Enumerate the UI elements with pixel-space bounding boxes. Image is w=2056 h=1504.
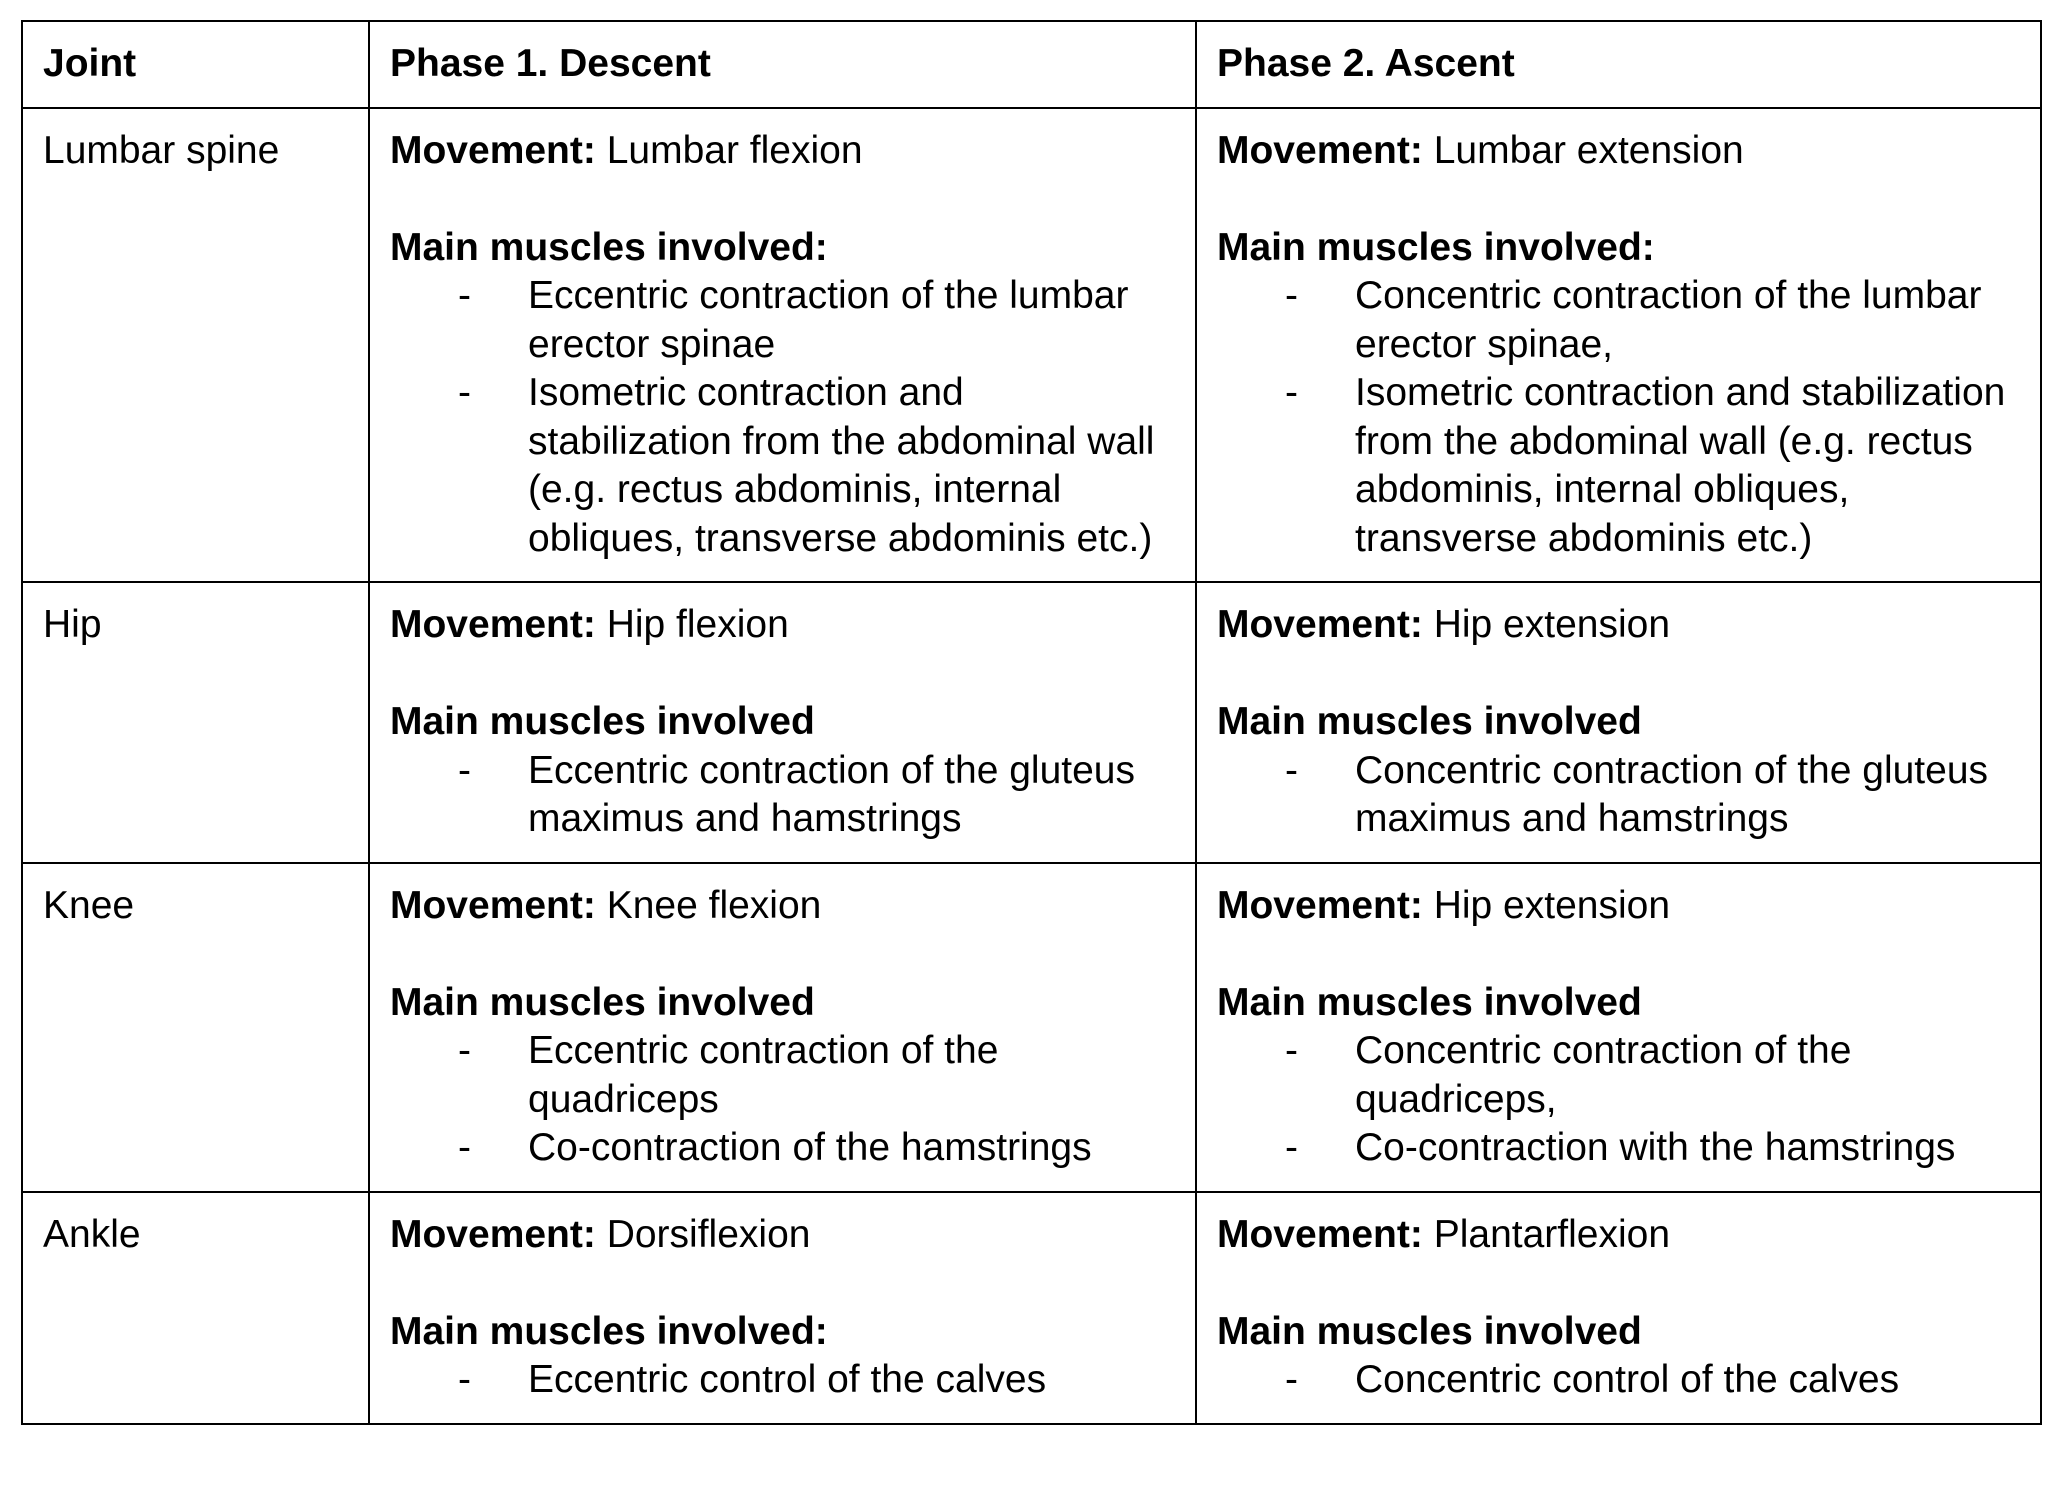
movement-line bbox=[390, 882, 1175, 931]
muscle-text: Isometric contraction and stabilization from the abdominal wall (e.g. rectus abdominis, internal obliques, transverse abdominis etc.) bbox=[528, 371, 1155, 560]
movement-line bbox=[390, 601, 1175, 650]
movement-line bbox=[1217, 601, 2020, 650]
phase-cell-phase1 bbox=[369, 1192, 1196, 1424]
muscle-item bbox=[390, 1027, 1175, 1124]
muscles-label: Main muscles involved bbox=[390, 980, 815, 1024]
phase-cell-phase1 bbox=[369, 108, 1196, 583]
muscles-list bbox=[1217, 747, 2020, 844]
movement-line bbox=[390, 1211, 1175, 1260]
phase-cell-phase2 bbox=[1196, 863, 2041, 1192]
muscles-list bbox=[390, 1027, 1175, 1173]
muscles-list bbox=[1217, 1356, 2020, 1405]
movement-label: Movement: bbox=[390, 1212, 596, 1256]
dash-bullet: - bbox=[1285, 274, 1298, 317]
movement-value: Hip extension bbox=[1433, 883, 1671, 927]
muscle-text: Eccentric contraction of the quadriceps bbox=[528, 1029, 999, 1121]
spacer bbox=[390, 650, 1175, 699]
muscle-text: Eccentric contraction of the gluteus maximus and hamstrings bbox=[528, 748, 1135, 840]
muscle-text: Concentric contraction of the gluteus maximus and hamstrings bbox=[1355, 748, 1989, 840]
muscle-item bbox=[1217, 369, 2020, 563]
table-row bbox=[22, 582, 2041, 863]
movement-value: Knee flexion bbox=[606, 883, 822, 927]
spacer bbox=[1217, 650, 2020, 699]
muscle-text: Concentric contraction of the lumbar erector spinae, bbox=[1355, 274, 1982, 366]
muscle-item bbox=[390, 369, 1175, 563]
muscles-label: Main muscles involved: bbox=[390, 225, 828, 269]
spacer bbox=[1217, 1259, 2020, 1308]
muscles-label: Main muscles involved bbox=[1217, 1309, 1642, 1353]
phase-cell-phase1 bbox=[369, 582, 1196, 863]
movement-value: Lumbar flexion bbox=[606, 128, 863, 172]
header-row bbox=[22, 21, 2041, 108]
table-row bbox=[22, 863, 2041, 1192]
muscle-text: Concentric contraction of the quadriceps, bbox=[1355, 1029, 1852, 1121]
muscles-list bbox=[1217, 1027, 2020, 1173]
movement-label: Movement: bbox=[1217, 1212, 1423, 1256]
movement-line bbox=[390, 127, 1175, 176]
phase-cell-phase2 bbox=[1196, 1192, 2041, 1424]
muscles-label: Main muscles involved: bbox=[1217, 225, 1655, 269]
muscles-list bbox=[1217, 272, 2020, 563]
movement-label: Movement: bbox=[390, 128, 596, 172]
movement-value: Hip extension bbox=[1433, 603, 1671, 646]
muscle-item bbox=[390, 1124, 1175, 1173]
muscle-item bbox=[390, 747, 1175, 844]
muscle-text: Eccentric control of the calves bbox=[528, 1358, 1047, 1401]
dash-bullet: - bbox=[458, 748, 471, 792]
movement-line bbox=[1217, 882, 2020, 931]
muscles-label: Main muscles involved bbox=[1217, 700, 1642, 743]
movement-label: Movement: bbox=[390, 603, 596, 646]
muscles-label: Main muscles involved: bbox=[390, 1309, 828, 1353]
muscles-list bbox=[390, 272, 1175, 563]
muscles-label: Main muscles involved bbox=[1217, 980, 1642, 1024]
joint-name: Ankle bbox=[22, 1192, 369, 1424]
muscles-list bbox=[390, 1356, 1175, 1405]
muscle-item bbox=[1217, 747, 2020, 844]
movement-line bbox=[1217, 1211, 2020, 1260]
movement-label: Movement: bbox=[390, 883, 596, 927]
muscle-item bbox=[390, 1356, 1175, 1405]
joint-phase-table bbox=[21, 20, 2042, 1425]
muscles-list bbox=[390, 747, 1175, 844]
phase-cell-phase1 bbox=[369, 863, 1196, 1192]
muscle-text: Concentric control of the calves bbox=[1355, 1358, 1900, 1401]
movement-value: Lumbar extension bbox=[1433, 128, 1744, 172]
spacer bbox=[390, 1259, 1175, 1308]
dash-bullet: - bbox=[1285, 1126, 1298, 1169]
dash-bullet: - bbox=[1285, 371, 1298, 414]
spacer bbox=[390, 175, 1175, 224]
header-phase-1: Phase 1. Descent bbox=[369, 21, 1196, 108]
dash-bullet: - bbox=[458, 1358, 471, 1401]
table-row bbox=[22, 1192, 2041, 1424]
phase-cell-phase2 bbox=[1196, 582, 2041, 863]
muscle-text: Eccentric contraction of the lumbar erector spinae bbox=[528, 274, 1129, 366]
muscle-item bbox=[1217, 1124, 2020, 1173]
movement-line bbox=[1217, 127, 2020, 176]
dash-bullet: - bbox=[1285, 1358, 1298, 1401]
header-phase-2: Phase 2. Ascent bbox=[1196, 21, 2041, 108]
movement-value: Dorsiflexion bbox=[606, 1212, 811, 1256]
dash-bullet: - bbox=[458, 1126, 471, 1169]
movement-value: Hip flexion bbox=[606, 603, 789, 646]
muscle-item bbox=[1217, 1027, 2020, 1124]
movement-label: Movement: bbox=[1217, 603, 1423, 646]
joint-name: Knee bbox=[22, 863, 369, 1192]
muscle-item bbox=[1217, 272, 2020, 369]
movement-value: Plantarflexion bbox=[1433, 1212, 1671, 1256]
phase-cell-phase2 bbox=[1196, 108, 2041, 583]
movement-label: Movement: bbox=[1217, 883, 1423, 927]
joint-name: Hip bbox=[22, 582, 369, 863]
dash-bullet: - bbox=[458, 274, 471, 317]
joint-name: Lumbar spine bbox=[22, 108, 369, 583]
muscles-label: Main muscles involved bbox=[390, 700, 815, 743]
dash-bullet: - bbox=[1285, 1029, 1298, 1072]
dash-bullet: - bbox=[458, 1029, 471, 1072]
spacer bbox=[1217, 930, 2020, 979]
muscle-text: Isometric contraction and stabilization from the abdominal wall (e.g. rectus abdominis, internal obliques, transverse abdominis etc.) bbox=[1355, 371, 2006, 560]
muscle-text: Co-contraction with the hamstrings bbox=[1355, 1126, 1956, 1169]
muscle-text: Co-contraction of the hamstrings bbox=[528, 1126, 1092, 1169]
movement-label: Movement: bbox=[1217, 128, 1423, 172]
muscle-item bbox=[390, 272, 1175, 369]
muscle-item bbox=[1217, 1356, 2020, 1405]
dash-bullet: - bbox=[458, 371, 471, 414]
spacer bbox=[390, 930, 1175, 979]
dash-bullet: - bbox=[1285, 748, 1298, 792]
table-row bbox=[22, 108, 2041, 583]
header-joint: Joint bbox=[22, 21, 369, 108]
spacer bbox=[1217, 175, 2020, 224]
